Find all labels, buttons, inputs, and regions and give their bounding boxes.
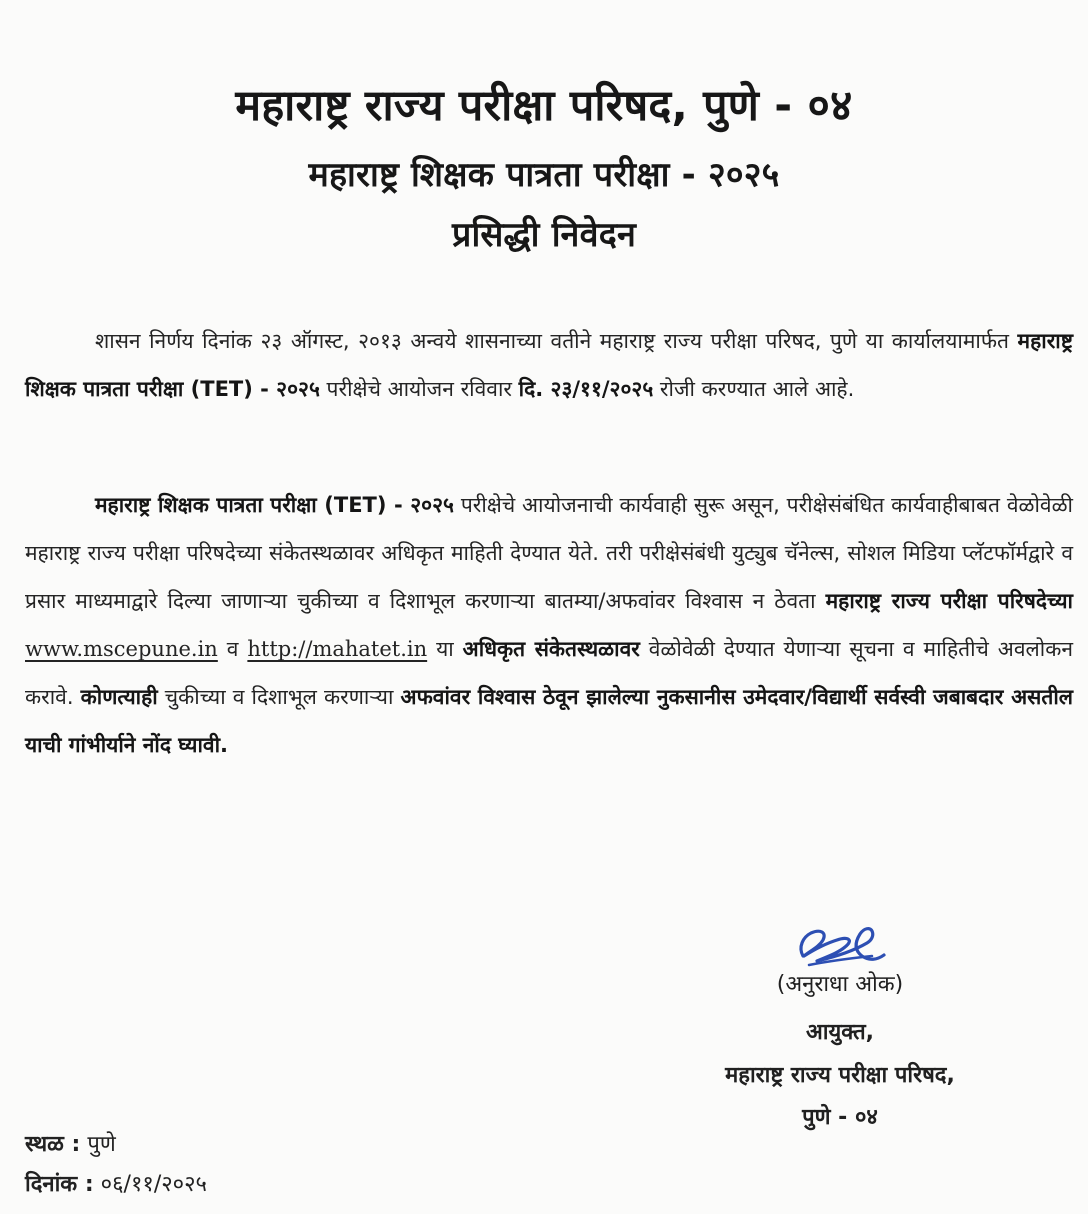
signatory-organization: महाराष्ट्र राज्य परीक्षा परिषद,	[725, 1063, 955, 1088]
signatory-designation: आयुक्त,	[806, 1020, 874, 1045]
para2-text-3: या	[427, 637, 463, 661]
signatory-name: (अनुराधा ओक)	[776, 972, 904, 997]
para2-text-5: चुकीच्या व दिशाभूल करणाऱ्या	[157, 685, 401, 709]
place-line	[25, 1128, 116, 1158]
date-label: दिनांक :	[25, 1172, 94, 1197]
para1-text-3: रोजी करण्यात आले आहे.	[653, 377, 855, 401]
signatory-city: पुणे - ०४	[802, 1105, 878, 1130]
signature-scribble-icon	[790, 922, 888, 974]
para1-text-1: शासन निर्णय दिनांक २३ ऑगस्ट, २०१३ अन्वये शासनाच्या वतीने महाराष्ट्र राज्य परीक्षा परिषद, पुणे या कार्यालयामार्फत	[95, 329, 1018, 353]
para2-any: कोणत्याही	[80, 685, 158, 709]
date-value: ०६/११/२०२५	[100, 1172, 208, 1197]
para1-exam-date: दि. २३/११/२०२५	[518, 377, 654, 401]
para2-exam-name: महाराष्ट्र शिक्षक पात्रता परीक्षा (TET) - २०२५	[95, 493, 454, 517]
para2-council-name: महाराष्ट्र राज्य परीक्षा परिषदेच्या	[825, 589, 1073, 613]
link-mahatet[interactable]: http://mahatet.in	[247, 637, 428, 661]
paragraph-2	[25, 481, 1073, 769]
para2-official-site: अधिकृत संकेतस्थळावर	[462, 637, 640, 661]
header-notice-type: प्रसिद्धी निवेदन	[451, 215, 637, 255]
para2-text-4: वेळोवेळी देण्यात येणाऱ्या सूचना व माहितीचे अवलोकन करावे.	[25, 637, 1073, 709]
header-subtitle: महाराष्ट्र शिक्षक पात्रता परीक्षा - २०२५	[308, 155, 780, 195]
para2-warning: अफवांवर विश्वास ठेवून झालेल्या नुकसानीस उमेदवार/विद्यार्थी सर्वस्वी जबाबदार असतील याची गांभीर्याने नोंद घ्यावी.	[25, 685, 1073, 757]
date-line	[25, 1168, 207, 1198]
para2-text-1: परीक्षेचे आयोजनाची कार्यवाही सुरू असून, परीक्षेसंबंधित कार्यवाहीबाबत वेळोवेळी महाराष्ट्र राज्य परीक्षा परिषदेच्या संकेतस्थळावर अधिकृत माहिती देण्यात येते. तरी परीक्षेसंबंधी युट्युब चॅनेल्स, सोशल मिडिया प्लॅटफॉर्मद्वारे व प्रसार माध्यमाद्वारे दिल्या जाणाऱ्या चुकीच्या व दिशाभूल करणाऱ्या बातम्या/अफवांवर विश्वास न ठेवता	[25, 493, 1073, 613]
link-mscepune[interactable]: www.mscepune.in	[25, 637, 218, 661]
para1-exam-name: महाराष्ट्र शिक्षक पात्रता परीक्षा (TET) - २०२५	[25, 329, 1073, 401]
para1-text-2: परीक्षेचे आयोजन रविवार	[319, 377, 519, 401]
place-label: स्थळ :	[25, 1132, 81, 1157]
place-value: पुणे	[87, 1132, 116, 1157]
header-title: महाराष्ट्र राज्य परीक्षा परिषद, पुणे - ०४	[235, 81, 853, 131]
paragraph-1	[25, 317, 1073, 413]
para2-text-2: व	[217, 637, 248, 661]
